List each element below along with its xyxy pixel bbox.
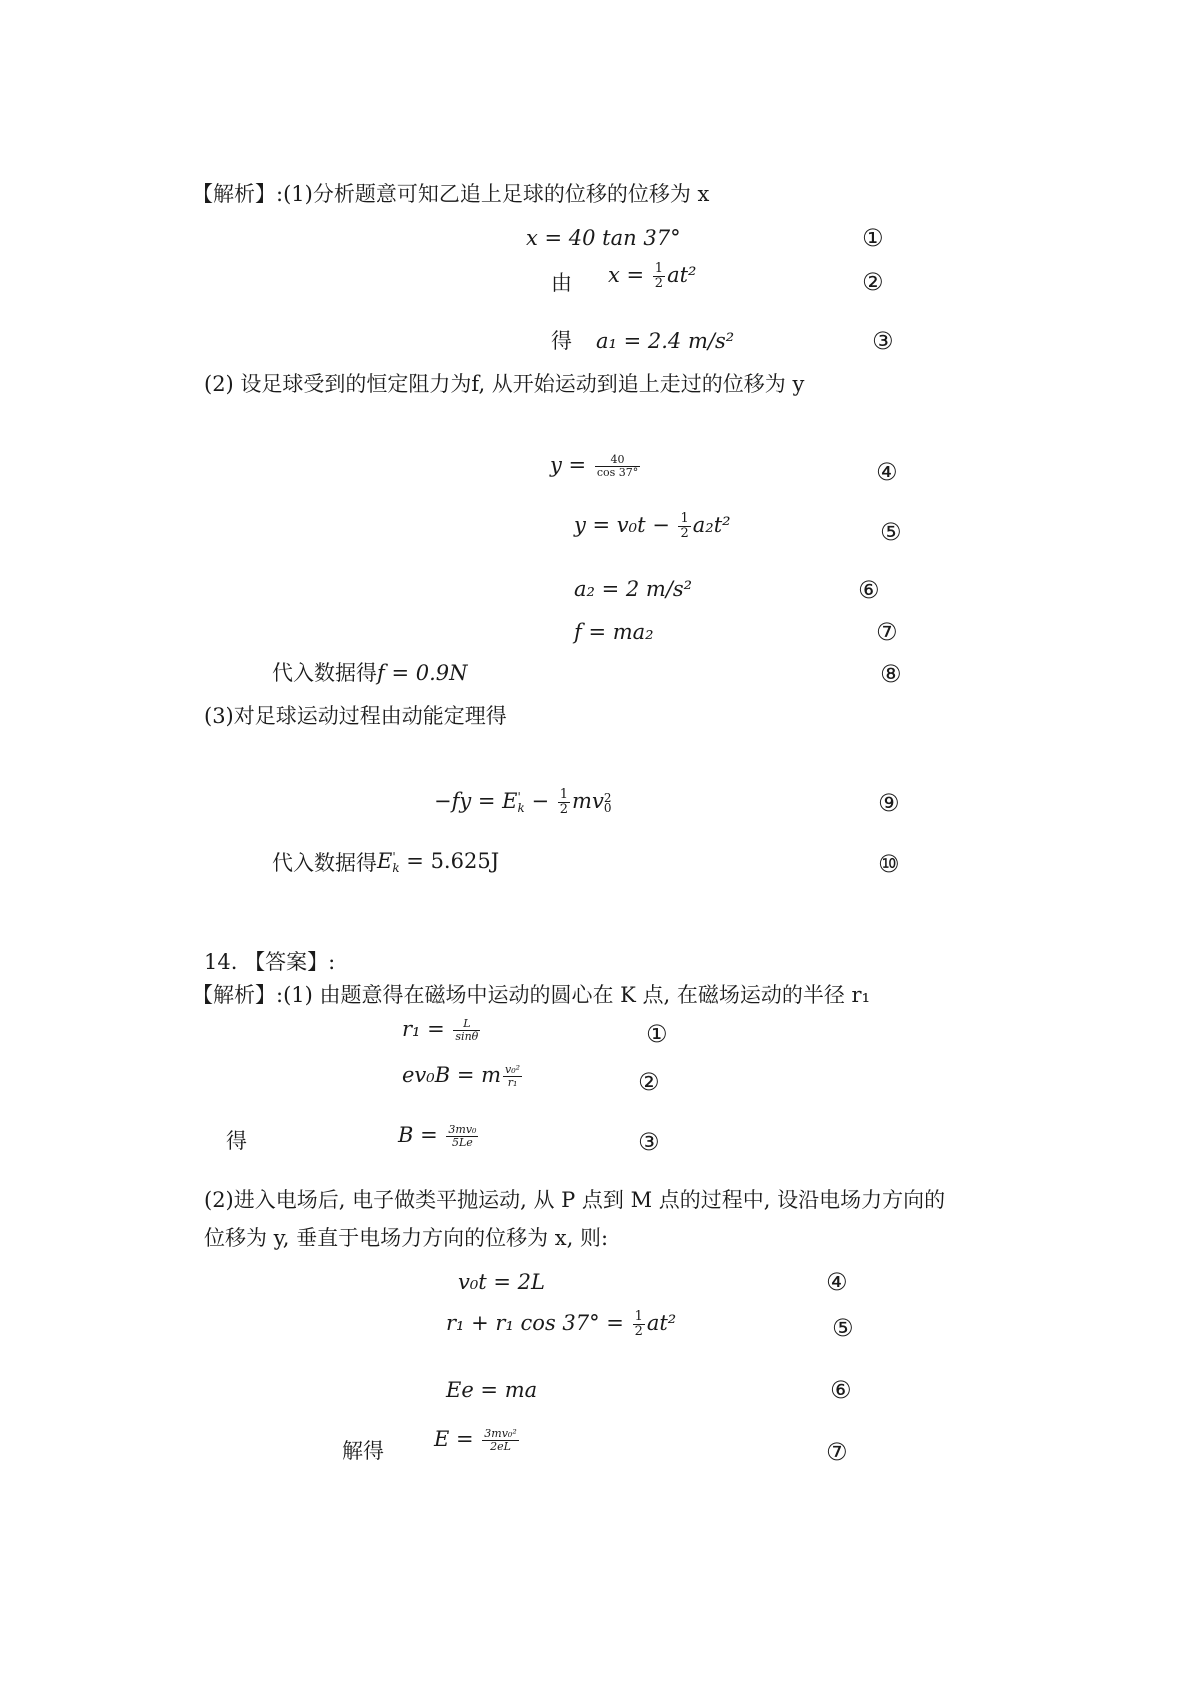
- marker-2: ②: [862, 268, 884, 296]
- p14-marker-2: ②: [638, 1068, 660, 1096]
- p13-eq8-text: 代入数据得: [272, 661, 377, 685]
- p14-eq2: ev₀B = m $\frac{\text{v₀²}}{\text{r₁}}$: [402, 1063, 521, 1089]
- p13-eq5: y = v₀t − $\frac{1}{2}$ a₂t²: [574, 511, 731, 541]
- p13-eq4: y = $\frac{40}{\cos 37^\circ}$: [550, 453, 639, 479]
- p14-eq3-prefix: 得: [226, 1129, 247, 1153]
- p13-eq6: a₂ = 2 m/s²: [574, 577, 693, 601]
- p13-eq2: x = $\frac{1}{2}$ at²: [608, 261, 697, 291]
- p14-eq4: v₀t = 2L: [458, 1270, 545, 1294]
- p14-part2-line2: 位移为 y, 垂直于电场力方向的位移为 x, 则:: [204, 1226, 609, 1250]
- p14-marker-5: ⑤: [832, 1314, 854, 1342]
- p13-eq8: f = 0.9N: [377, 661, 468, 685]
- p14-marker-3: ③: [638, 1128, 660, 1156]
- p13-eq3-prefix: 得: [551, 329, 572, 353]
- marker-10: ⑩: [878, 850, 900, 878]
- p14-eq6: Ee = ma: [446, 1378, 538, 1402]
- marker-4: ④: [876, 458, 898, 486]
- p14-header: 14. 【答案】:: [204, 950, 336, 974]
- marker-7: ⑦: [876, 618, 898, 646]
- marker-6: ⑥: [858, 576, 880, 604]
- marker-1: ①: [862, 224, 884, 252]
- marker-5: ⑤: [880, 518, 902, 546]
- p13-eq10-text: 代入数据得: [272, 851, 377, 875]
- p13-eq9: −fy = E ' k − $\frac{1}{2}$ mv 2 0: [434, 787, 612, 817]
- p13-intro: 【解析】:(1)分析题意可知乙追上足球的位移的位移为 x: [192, 182, 710, 206]
- p13-eq7: f = ma₂: [574, 620, 654, 644]
- p14-eq7-prefix: 解得: [342, 1439, 384, 1463]
- p13-part2: (2) 设足球受到的恒定阻力为f, 从开始运动到追上走过的位移为 y: [204, 372, 805, 396]
- p13-part3: (3)对足球运动过程由动能定理得: [204, 704, 507, 728]
- p13-eq10: E ' k = 5.625J: [377, 849, 500, 875]
- p14-eq1: r₁ = $\frac{L}{\sin\theta}$: [402, 1017, 479, 1043]
- p14-marker-6: ⑥: [830, 1376, 852, 1404]
- p13-eq3: a₁ = 2.4 m/s²: [596, 329, 735, 353]
- marker-9: ⑨: [878, 789, 900, 817]
- p14-eq5: r₁ + r₁ cos 37° = $\frac{1}{2}$ at²: [446, 1309, 677, 1339]
- p14-intro: 【解析】:(1) 由题意得在磁场中运动的圆心在 K 点, 在磁场运动的半径 r₁: [192, 983, 871, 1007]
- p14-part2-line1: (2)进入电场后, 电子做类平抛运动, 从 P 点到 M 点的过程中, 设沿电场力方向的: [204, 1188, 946, 1212]
- p14-marker-1: ①: [646, 1020, 668, 1048]
- marker-3: ③: [872, 327, 894, 355]
- marker-8: ⑧: [880, 660, 902, 688]
- p13-eq1: x = 40 tan 37°: [526, 226, 681, 250]
- p14-marker-7: ⑦: [826, 1438, 848, 1466]
- p13-eq2-prefix: 由: [551, 271, 572, 295]
- p14-marker-4: ④: [826, 1268, 848, 1296]
- p14-eq3: B = $\frac{\text{3mv₀}}{5Le}$: [398, 1123, 477, 1149]
- p14-eq7: E = $\frac{\text{3mv₀²}}{2eL}$: [434, 1427, 517, 1453]
